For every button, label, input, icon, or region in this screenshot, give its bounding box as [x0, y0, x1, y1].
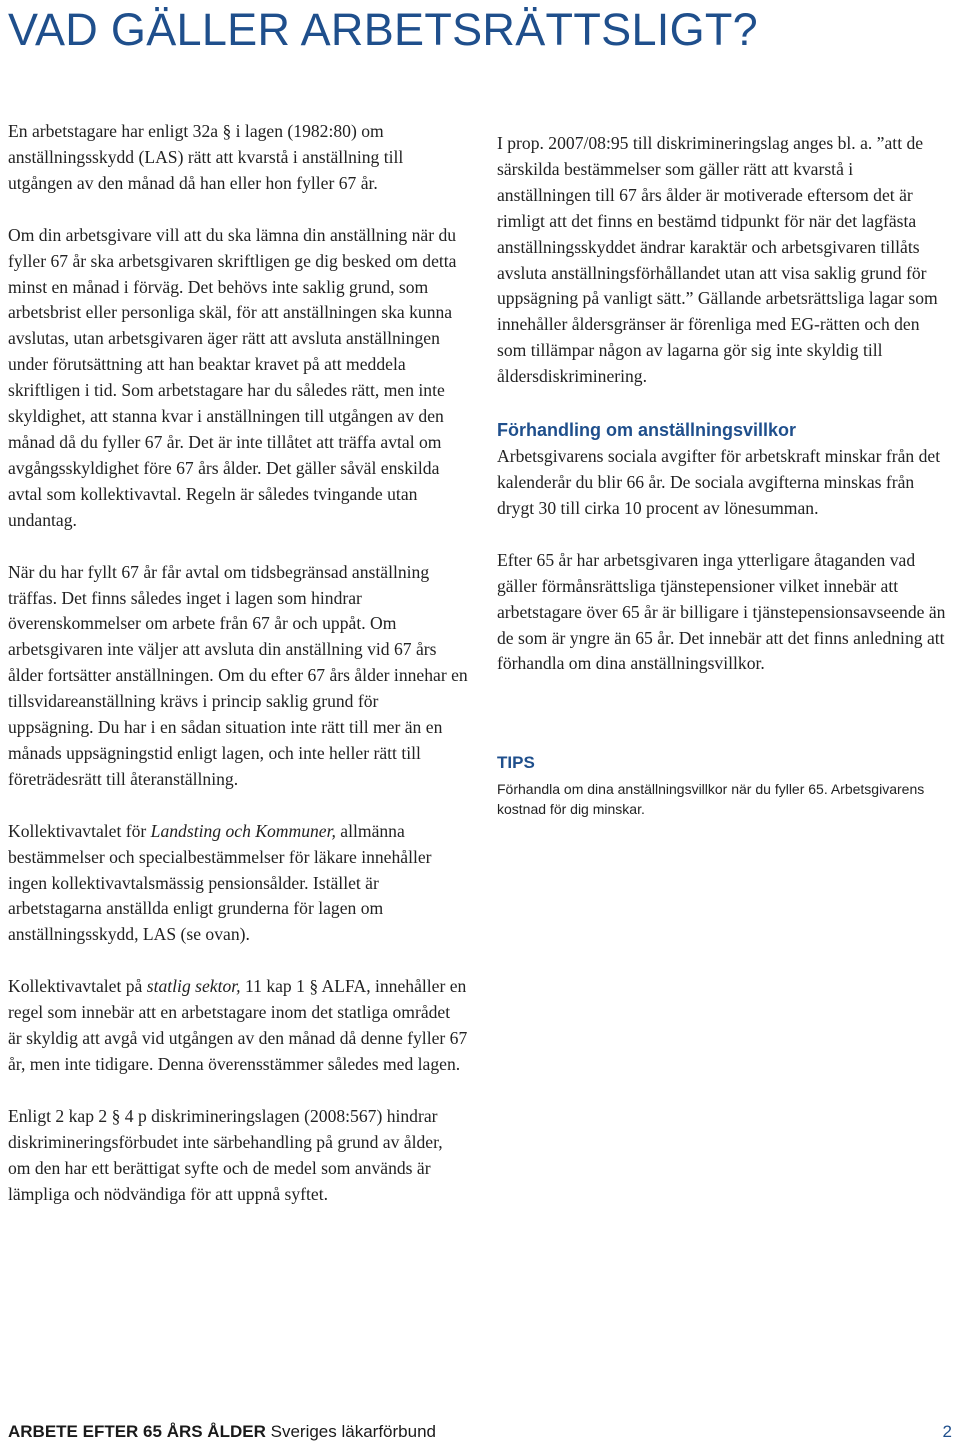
- after-67-paragraph: När du har fyllt 67 år får avtal om tidsbegränsad anställning träffas. Det finns således inget i lagen som hindrar överenskommelser om arbete från 67 år och uppåt. Om arbetsgivaren inte väljer att avsluta din anställning vid 67 års ålder fortsätter anställningen. Om du efter 67 års ålder innehar en tillsvidareanställning krävs i princip saklig grund för uppsägning. Du har i en sådan situation inte rätt till mer än en månads uppsägningstid enligt lagen, och inte heller rätt till företrädesrätt till återanställning.: [8, 561, 468, 789]
- footer-publisher: Sveriges läkarförbund: [270, 1422, 436, 1441]
- prop-paragraph: I prop. 2007/08:95 till diskrimineringslag anges bl. a. ”att de särskilda bestämmelser som gäller rätt att kvarstå i anställningen till 67 års ålder är motiverade eftersom det är rimligt att det finns en bestämd tidpunkt för när det lagfästa anställningsskyddet ändrar karaktär och arbetsgivaren tillåts avsluta anställningsförhållandet utan att visa saklig grund för uppsägning på vanligt sätt.” Gällande arbetsrättsliga lagar som innehåller åldersgränser är förenliga med EG-rätten och den som tillämpar någon av lagarna gör sig inte skyldig till åldersdiskriminering.: [497, 133, 938, 387]
- diskriminering-paragraph: Enligt 2 kap 2 § 4 p diskrimineringslagen (2008:567) hindrar diskrimineringsförbudet inte särbehandling på grund av ålder, om den har ett berättigat syfte och de medel som används är lämpliga och nödvändiga för att uppnå syftet.: [8, 1105, 443, 1204]
- statlig-paragraph: [8, 974, 468, 1078]
- intro-paragraph: En arbetstagare har enligt 32a § i lagen (1982:80) om anställningsskydd (LAS) rätt att kvarstå i anställning till utgången av den månad då han eller hon fyller 67 år.: [8, 121, 404, 193]
- tips-text: Förhandla om dina anställningsvillkor när du fyller 65. Arbetsgivarens kostnad för dig minskar.: [497, 781, 925, 818]
- landsting-text-end: allmänna bestämmelser och specialbestämmelser för läkare innehåller ingen kollektivavtalsmässig pensionsålder. Istället är arbetstagarna anställda enligt grunderna för lagen om anställningsskydd, LAS (se ovan).: [8, 820, 432, 945]
- landsting-paragraph: [8, 819, 468, 949]
- page-number: 2: [942, 1422, 952, 1441]
- statlig-text-start: Kollektivavtalet på: [8, 976, 147, 997]
- left-column: [8, 119, 468, 1208]
- page-title: VAD GÄLLER ARBETSRÄTTSLIGT?: [8, 4, 758, 55]
- section-heading: Förhandling om anställningsvillkor: [497, 420, 797, 441]
- pension-paragraph: Efter 65 år har arbetsgivaren inga ytterligare åtaganden vad gäller förmånsrättsliga tjänstepensioner vilket innebär att arbetstagare över 65 år är billigare i tjänstepensionsavseende än de som är yngre än 65 år. Det innebär att det finns anledning att förhandla om dina anställningsvillkor.: [497, 549, 946, 674]
- social-fees-paragraph: Arbetsgivarens sociala avgifter för arbetskraft minskar från det kalenderår du blir 66 år. De sociala avgifterna minskas från drygt 30 till cirka 10 procent av lönesumman.: [497, 446, 941, 518]
- footer-publication: ARBETE EFTER 65 ÅRS ÅLDER: [8, 1422, 266, 1441]
- tips-heading: TIPS: [497, 753, 535, 773]
- right-column: [497, 131, 949, 819]
- notice-paragraph: Om din arbetsgivare vill att du ska lämna din anställning när du fyller 67 år ska arbetsgivaren skriftligen ge dig besked om detta minst en månad i förväg. Det behövs inte saklig grund, som arbetsbrist eller personliga skäl, för att anställningen ska kunna avslutas, utan arbetsgivaren äger rätt att avsluta anställningen under förutsättning att han beaktar kravet på att meddela skriftligen i tid. Som arbetstagare har du således rätt, men inte skyldighet, att stanna kvar i anställningen till utgången av den månad då du fyller 67 år. Det är inte tillåtet att träffa avtal om avgångsskyldighet före 67 års ålder. Det gäller såväl enskilda avtal som kollektivavtal. Regeln är således tvingande utan undantag.: [8, 224, 457, 530]
- page-footer: [8, 1420, 952, 1444]
- landsting-text-start: Kollektivavtalet för: [8, 820, 151, 841]
- statlig-italic: statlig sektor,: [146, 976, 241, 997]
- landsting-italic: Landsting och Kommuner,: [150, 820, 336, 841]
- statlig-text-end: 11 kap 1 § ALFA, innehåller en regel som innebär att en arbetstagare inom det statliga området är skyldig att avgå vid utgången av den månad då denne fyller 67 år, men inte tidigare. Denna överensstämmer således med lagen.: [8, 976, 468, 1074]
